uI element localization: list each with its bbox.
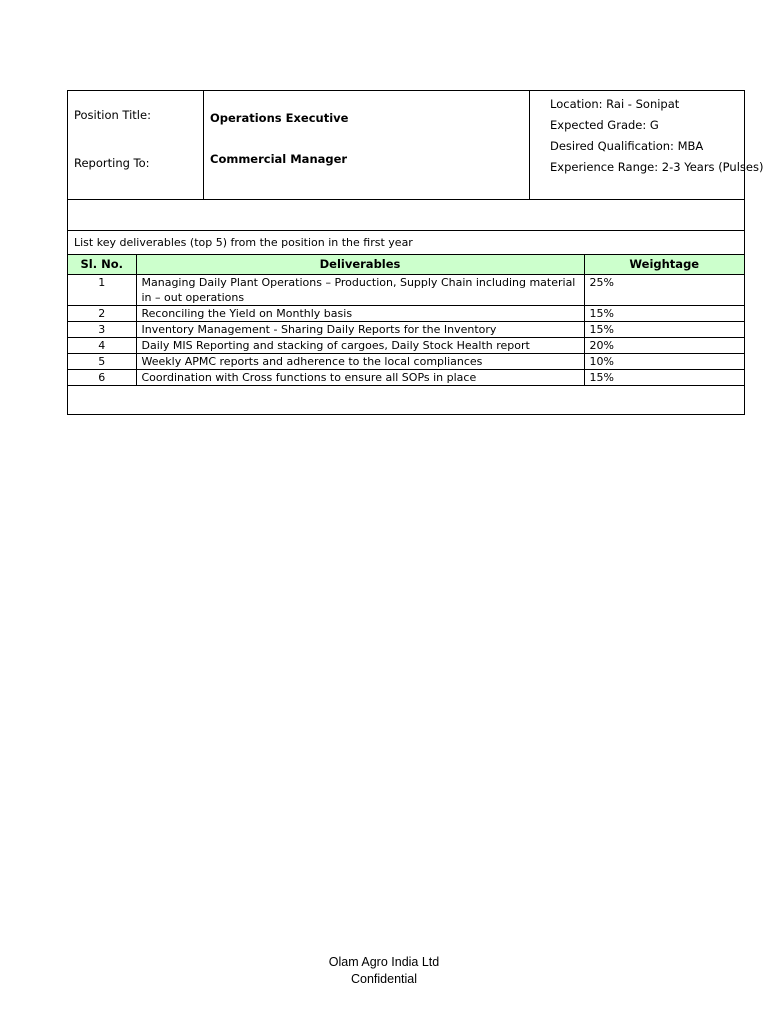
sl-no-cell: 4 — [68, 338, 136, 354]
weightage-cell: 10% — [584, 354, 744, 370]
experience-range-text: Experience Range: 2-3 Years (Pulses) — [550, 160, 764, 174]
deliverables-intro: List key deliverables (top 5) from the position in the first year — [74, 236, 413, 249]
weightage-cell: 20% — [584, 338, 744, 354]
footer-company: Olam Agro India Ltd — [328, 955, 440, 969]
deliverable-cell: Daily MIS Reporting and stacking of cargoes, Daily Stock Health report — [136, 338, 584, 354]
deliverable-cell: Inventory Management - Sharing Daily Reports for the Inventory — [136, 322, 584, 338]
table-row — [68, 338, 744, 354]
table-row — [68, 354, 744, 370]
sl-no-cell: 1 — [68, 275, 136, 306]
blank-row-bottom — [68, 386, 744, 415]
deliverable-cell: Coordination with Cross functions to ensure all SOPs in place — [136, 370, 584, 386]
weightage-cell: 15% — [584, 370, 744, 386]
deliverable-cell: Weekly APMC reports and adherence to the local compliances — [136, 354, 584, 370]
expected-grade-text: Expected Grade: G — [550, 118, 659, 132]
deliverable-cell: Managing Daily Plant Operations – Production, Supply Chain including material in – out operations — [136, 275, 584, 306]
column-header-weightage: Weightage — [584, 255, 744, 275]
deliverables-section — [67, 231, 745, 415]
weightage-cell: 15% — [584, 306, 744, 322]
desired-qualification-text: Desired Qualification: MBA — [550, 139, 704, 153]
reporting-to-value: Commercial Manager — [210, 152, 348, 166]
header-meta-column — [530, 91, 764, 199]
header-values-column — [204, 91, 530, 199]
sl-no-cell: 6 — [68, 370, 136, 386]
sl-no-cell: 5 — [68, 354, 136, 370]
weightage-cell: 15% — [584, 322, 744, 338]
weightage-cell: 25% — [584, 275, 744, 306]
reporting-to-label: Reporting To: — [74, 156, 150, 170]
sl-no-cell: 2 — [68, 306, 136, 322]
blank-row — [67, 200, 745, 231]
position-title-value: Operations Executive — [210, 111, 349, 125]
column-header-deliverables: Deliverables — [136, 255, 584, 275]
location-text: Location: Rai - Sonipat — [550, 97, 680, 111]
header-labels-column — [68, 91, 204, 199]
position-header-table — [67, 90, 764, 200]
deliverables-table — [68, 254, 744, 386]
table-row — [68, 306, 744, 322]
sl-no-cell: 3 — [68, 322, 136, 338]
position-title-label: Position Title: — [74, 108, 151, 122]
footer-classification: Confidential — [350, 972, 417, 986]
table-row — [68, 322, 744, 338]
deliverable-cell: Reconciling the Yield on Monthly basis — [136, 306, 584, 322]
column-header-sl-no: Sl. No. — [68, 255, 136, 275]
table-row — [68, 275, 744, 306]
table-header-row — [68, 255, 744, 275]
table-row — [68, 370, 744, 386]
page-footer — [0, 954, 768, 988]
